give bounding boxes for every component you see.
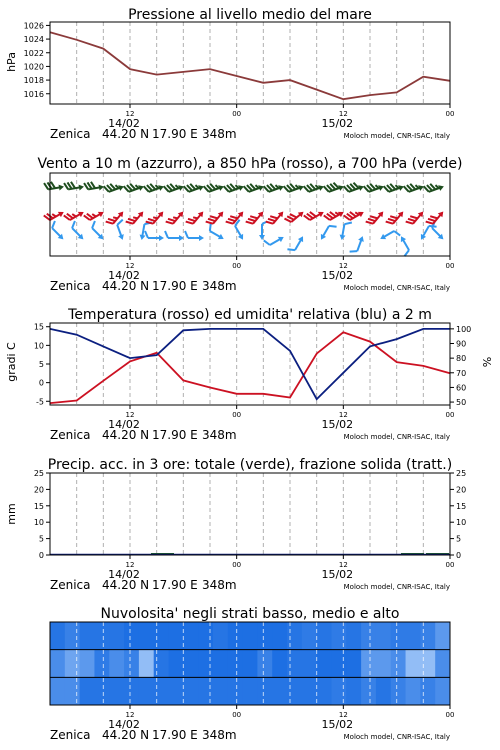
cloud-cell [198, 677, 213, 705]
cloud-cell [391, 622, 406, 650]
x-tick-label: 12 [338, 110, 348, 118]
cloud-cell [109, 650, 124, 678]
cloud-cell [391, 677, 406, 705]
pressure-line [50, 32, 450, 99]
cloud-cell [406, 650, 421, 678]
x-tick-label: 12 [125, 262, 135, 270]
wind-barb [146, 207, 166, 228]
location-name: Zenica [50, 728, 91, 742]
wind-barb [84, 180, 104, 193]
cloud-cell [361, 622, 376, 650]
y-tick-label: 80 [456, 354, 467, 364]
y-tick-label: 10 [33, 341, 44, 351]
cloud-cell [183, 650, 198, 678]
cloud-cell [183, 677, 198, 705]
location-lon: 17.90 E [152, 428, 198, 442]
cloud-cell [124, 677, 139, 705]
wind-barb [244, 180, 265, 196]
cloud-cell [287, 677, 302, 705]
wind-barb [204, 180, 225, 196]
cloud-cell [65, 650, 80, 678]
precip-ylabel: mm [5, 503, 18, 525]
y-tick-label: 0 [38, 378, 44, 388]
location-lat: 44.20 N [102, 728, 150, 742]
x-tick-label: 12 [338, 711, 348, 719]
wind-barb [104, 180, 125, 196]
cloud-cell [302, 677, 317, 705]
humidity-ylabel: % [481, 356, 494, 368]
location-name: Zenica [50, 578, 91, 592]
wind-barb [404, 180, 425, 196]
y-tick-label: 10 [33, 518, 44, 528]
wind-barb [426, 207, 446, 228]
y-tick-label: -5 [36, 397, 44, 407]
wind-barb [386, 207, 406, 228]
x-tick-label: 00 [232, 561, 242, 569]
cloud-title: Nuvolosita' negli strati basso, medio e alto [100, 606, 400, 622]
y-tick-label: 20 [456, 485, 467, 495]
cloud-cell [257, 622, 272, 650]
temperature-plot-frame [50, 323, 450, 405]
date-label: 14/02 [108, 568, 140, 581]
location-lat: 44.20 N [102, 279, 150, 293]
wind-barb [304, 180, 325, 196]
location-lon: 17.90 E [152, 728, 198, 742]
y-tick-label: 15 [33, 322, 44, 332]
cloud-cell [376, 677, 391, 705]
cloud-cell [302, 622, 317, 650]
wind-barb [48, 221, 69, 242]
wind-barb [284, 180, 305, 196]
x-tick-label: 12 [338, 561, 348, 569]
cloud-cell [228, 650, 243, 678]
cloud-cell [94, 650, 109, 678]
wind-barb [424, 180, 445, 196]
wind-barb [88, 221, 109, 242]
cloud-cell [94, 622, 109, 650]
x-tick-label: 00 [445, 711, 455, 719]
cloud-cell [420, 650, 435, 678]
model-credit: Moloch model, CNR-ISAC, Italy [343, 132, 450, 140]
cloud-cell [272, 650, 287, 678]
model-credit: Moloch model, CNR-ISAC, Italy [343, 583, 450, 591]
cloud-panel [50, 606, 454, 742]
wind-barb [364, 180, 385, 196]
cloud-cell [406, 622, 421, 650]
date-label: 15/02 [321, 718, 354, 731]
temperature-panel [5, 307, 494, 442]
wind-barb [395, 235, 413, 256]
wind-barb [184, 180, 205, 196]
wind-panel [37, 156, 462, 293]
model-credit: Moloch model, CNR-ISAC, Italy [343, 284, 450, 292]
model-credit: Moloch model, CNR-ISAC, Italy [343, 433, 450, 441]
date-label: 14/02 [108, 117, 140, 130]
wind-barb [324, 180, 345, 196]
wind-barb [124, 180, 145, 196]
cloud-cell [243, 650, 258, 678]
cloud-cell [65, 622, 80, 650]
x-tick-label: 00 [232, 262, 242, 270]
pressure-plot-frame [50, 22, 450, 104]
location-name: Zenica [50, 279, 91, 293]
cloud-cell [198, 622, 213, 650]
cloud-cell [80, 622, 95, 650]
cloud-cell [213, 650, 228, 678]
cloud-cell [109, 677, 124, 705]
wind-barb [206, 223, 227, 241]
cloud-cell [435, 622, 450, 650]
cloud-cell [139, 650, 154, 678]
cloud-cell [154, 677, 169, 705]
wind-barb [324, 206, 345, 224]
wind-barb [206, 207, 226, 228]
cloud-cell [139, 622, 154, 650]
cloud-cell [317, 677, 332, 705]
location-lon: 17.90 E [152, 127, 198, 141]
location-lat: 44.20 N [102, 127, 150, 141]
wind-barb [166, 207, 186, 228]
cloud-cell [169, 677, 184, 705]
cloud-cell [272, 677, 287, 705]
cloud-cell [346, 622, 361, 650]
cloud-cell [317, 622, 332, 650]
y-tick-label: 1026 [23, 21, 44, 31]
x-tick-label: 00 [232, 411, 242, 419]
cloud-cell [94, 677, 109, 705]
cloud-cell [406, 677, 421, 705]
y-tick-label: 70 [456, 368, 467, 378]
cloud-cell [420, 622, 435, 650]
precip-title: Precip. acc. in 3 ore: totale (verde), frazione solida (tratt.) [47, 457, 453, 473]
wind-barb [344, 180, 365, 196]
date-label: 15/02 [321, 568, 354, 581]
cloud-cell [376, 650, 391, 678]
cloud-cell [331, 677, 346, 705]
cloud-cell [391, 650, 406, 678]
cloud-cell [80, 650, 95, 678]
cloud-cell [50, 622, 65, 650]
cloud-cell [272, 622, 287, 650]
cloud-cell [287, 622, 302, 650]
y-tick-label: 5 [38, 360, 44, 369]
cloud-cell [257, 677, 272, 705]
pressure-ylabel: hPa [5, 52, 18, 72]
cloud-cell [154, 650, 169, 678]
wind-barb [126, 207, 146, 228]
wind-barb [384, 180, 405, 196]
pressure-title: Pressione al livello medio del mare [128, 7, 372, 23]
cloud-cell [435, 650, 450, 678]
cloud-cell [169, 650, 184, 678]
date-label: 14/02 [108, 418, 140, 431]
wind-barb [266, 207, 286, 228]
x-tick-label: 12 [125, 110, 135, 118]
wind-barb [350, 234, 366, 255]
location-lon: 17.90 E [152, 578, 198, 592]
cloud-cell [346, 677, 361, 705]
cloud-cell [302, 650, 317, 678]
cloud-cell [80, 677, 95, 705]
cloud-cell [376, 622, 391, 650]
location-name: Zenica [50, 127, 91, 141]
x-tick-label: 00 [445, 262, 455, 270]
cloud-cell [50, 677, 65, 705]
temperature-ylabel: gradi C [5, 342, 18, 382]
cloud-cell [257, 650, 272, 678]
y-tick-label: 1016 [23, 89, 44, 99]
temperature-title: Temperatura (rosso) ed umidita' relativa (blu) a 2 m [68, 307, 432, 323]
location-elevation: 348m [202, 279, 237, 293]
cloud-cell [124, 622, 139, 650]
humidity-line [50, 329, 450, 399]
y-tick-label: 15 [456, 501, 467, 511]
y-tick-label: 20 [33, 485, 44, 495]
y-tick-label: 60 [456, 383, 467, 393]
wind-barb [186, 207, 206, 228]
cloud-cell [346, 650, 361, 678]
wind-barb [44, 180, 64, 193]
x-tick-label: 00 [232, 711, 242, 719]
date-label: 14/02 [108, 269, 140, 282]
x-tick-label: 00 [445, 411, 455, 419]
cloud-cell [139, 677, 154, 705]
x-tick-label: 12 [125, 711, 135, 719]
wind-barb [304, 206, 325, 224]
location-lon: 17.90 E [152, 279, 198, 293]
date-label: 15/02 [321, 117, 354, 130]
cloud-cell [331, 622, 346, 650]
y-tick-label: 1024 [23, 35, 44, 45]
wind-barb [68, 221, 89, 242]
y-tick-label: 10 [456, 518, 467, 528]
wind-plot-frame [50, 173, 450, 256]
wind-barb [185, 231, 204, 241]
location-elevation: 348m [202, 578, 237, 592]
wind-barb [406, 207, 426, 228]
wind-barb [339, 221, 352, 241]
date-label: 15/02 [321, 269, 354, 282]
wind-barb [344, 206, 365, 224]
cloud-cell [228, 677, 243, 705]
y-tick-label: 1018 [23, 76, 44, 86]
model-credit: Moloch model, CNR-ISAC, Italy [343, 733, 450, 741]
wind-barb [164, 180, 185, 196]
location-elevation: 348m [202, 428, 237, 442]
location-lat: 44.20 N [102, 428, 150, 442]
y-tick-label: 5 [38, 534, 44, 544]
cloud-cell [331, 650, 346, 678]
cloud-cell [109, 622, 124, 650]
x-tick-label: 12 [338, 262, 348, 270]
wind-barb [224, 180, 245, 196]
y-tick-label: 0 [456, 551, 462, 560]
y-tick-label: 1020 [23, 62, 44, 72]
cloud-cell [183, 622, 198, 650]
cloud-cell [243, 622, 258, 650]
wind-barb [318, 222, 336, 243]
cloud-cell [317, 650, 332, 678]
cloud-cell [361, 677, 376, 705]
x-tick-label: 12 [125, 411, 135, 419]
location-elevation: 348m [202, 127, 237, 141]
location-elevation: 348m [202, 728, 237, 742]
wind-barb [366, 207, 386, 228]
y-tick-label: 5 [456, 534, 462, 544]
cloud-cell [287, 650, 302, 678]
location-name: Zenica [50, 428, 91, 442]
cloud-cell [361, 650, 376, 678]
precip-plot-frame [50, 473, 450, 555]
x-tick-label: 00 [232, 110, 242, 118]
y-tick-label: 50 [456, 398, 467, 408]
cloud-cell [243, 677, 258, 705]
cloud-cell [50, 650, 65, 678]
cloud-cell [124, 650, 139, 678]
date-label: 14/02 [108, 718, 140, 731]
cloud-cell [198, 650, 213, 678]
cloud-cell [213, 677, 228, 705]
cloud-cell [169, 622, 184, 650]
y-tick-label: 90 [456, 339, 467, 349]
wind-barb [106, 207, 126, 228]
y-tick-label: 25 [33, 469, 44, 478]
x-tick-label: 00 [445, 561, 455, 569]
wind-barb [144, 180, 165, 196]
y-tick-label: 100 [456, 324, 472, 334]
y-tick-label: 25 [456, 469, 467, 478]
wind-title: Vento a 10 m (azzurro), a 850 hPa (rosso), a 700 hPa (verde) [37, 156, 463, 172]
temperature-line [50, 332, 450, 403]
y-tick-label: 0 [38, 551, 44, 560]
y-tick-label: 15 [33, 501, 44, 511]
cloud-cell [213, 622, 228, 650]
cloud-cell [228, 622, 243, 650]
precip-panel [5, 457, 466, 592]
y-tick-label: 1022 [23, 48, 44, 58]
x-tick-label: 00 [445, 110, 455, 118]
cloud-cell [435, 677, 450, 705]
wind-barb [259, 222, 266, 240]
pressure-panel [5, 7, 454, 141]
wind-barb [145, 231, 164, 241]
date-label: 15/02 [321, 418, 354, 431]
wind-barb [64, 180, 84, 193]
wind-barb [264, 180, 285, 196]
wind-barb [264, 231, 285, 249]
cloud-cell [420, 677, 435, 705]
x-tick-label: 12 [338, 411, 348, 419]
x-tick-label: 12 [125, 561, 135, 569]
cloud-cell [65, 677, 80, 705]
location-lat: 44.20 N [102, 578, 150, 592]
wind-barb [165, 231, 184, 241]
cloud-cell [154, 622, 169, 650]
wind-barb [284, 206, 305, 226]
